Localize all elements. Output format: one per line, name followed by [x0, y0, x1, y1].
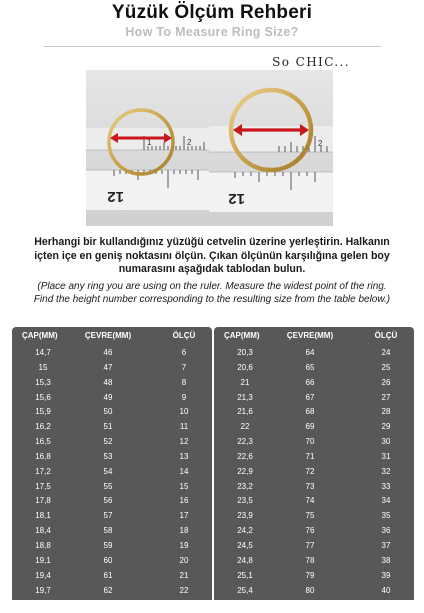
- table-row: [12, 450, 212, 465]
- ruler-tick-label: 2: [318, 139, 323, 148]
- diameter-cell: 21: [240, 377, 250, 387]
- page-title: Yüzük Ölçüm Rehberi: [111, 2, 313, 23]
- table-row: [12, 554, 212, 569]
- size-cell: 40: [381, 585, 391, 595]
- circumference-cell: 50: [103, 407, 113, 417]
- circumference-cell: 55: [103, 481, 113, 491]
- header-size: ÖLÇÜ: [172, 331, 196, 340]
- diameter-cell: 18,4: [35, 526, 51, 536]
- table-row: [12, 509, 212, 524]
- size-cell: 27: [381, 392, 391, 402]
- diameter-cell: 21,3: [237, 392, 253, 402]
- size-cell: 17: [179, 511, 189, 521]
- size-cell: 9: [181, 392, 187, 402]
- table-row: [12, 494, 212, 509]
- diameter-cell: 17,5: [35, 481, 51, 491]
- table-row: [214, 554, 414, 569]
- circumference-cell: 72: [305, 466, 315, 476]
- header-size: ÖLÇÜ: [374, 331, 398, 340]
- brand-logo: So CHIC...: [272, 55, 350, 69]
- circumference-cell: 56: [103, 496, 113, 506]
- ruler-tick-label: 1: [147, 138, 152, 147]
- ruler-number-label: 12: [228, 190, 245, 207]
- header-diameter: ÇAP(MM): [22, 331, 58, 340]
- circumference-cell: 60: [103, 555, 113, 565]
- ruler-ring-illustration: [209, 70, 333, 226]
- circumference-cell: 78: [305, 555, 315, 565]
- table-row: [12, 391, 212, 406]
- diameter-cell: 23,9: [237, 511, 253, 521]
- table-row: [214, 539, 414, 554]
- diameter-cell: 23,5: [237, 496, 253, 506]
- diameter-cell: 20,3: [237, 348, 253, 357]
- instructions-english: (Place any ring you are using on the ruler. Measure the widest point of the ring. Find the height number corresponding to the resulting size from the table below.): [33, 281, 391, 305]
- size-cell: 30: [381, 437, 391, 447]
- size-table-right: [214, 327, 414, 600]
- diameter-cell: 22,6: [237, 451, 253, 461]
- circumference-cell: 58: [103, 526, 113, 536]
- table-row: [12, 376, 212, 391]
- table-row: [214, 391, 414, 406]
- size-cell: 7: [181, 362, 187, 372]
- diameter-cell: 15,9: [35, 407, 51, 417]
- size-cell: 13: [179, 451, 189, 461]
- size-cell: 23: [179, 600, 189, 610]
- table-row: [214, 465, 414, 480]
- diameter-cell: 25,1: [237, 570, 253, 580]
- size-cell: 31: [381, 451, 391, 461]
- table-row: [214, 435, 414, 450]
- size-cell: 8: [181, 377, 187, 387]
- circumference-cell: 61: [103, 570, 113, 580]
- header-divider: [44, 46, 381, 47]
- ruler-bottom: [86, 170, 210, 210]
- size-cell: 28: [381, 407, 391, 417]
- diameter-cell: 22: [240, 422, 250, 432]
- circumference-cell: 79: [305, 570, 315, 580]
- diameter-cell: 18,8: [35, 540, 51, 550]
- size-cell: 34: [381, 496, 391, 506]
- table-row: [214, 346, 414, 361]
- diameter-cell: 17,2: [35, 466, 51, 476]
- table-row: [12, 524, 212, 539]
- table-row: [214, 569, 414, 584]
- diameter-cell: 14,7: [35, 348, 51, 357]
- table-row: [12, 420, 212, 435]
- size-cell: 19: [179, 540, 189, 550]
- diameter-cell: 24,8: [237, 555, 253, 565]
- table-row: [12, 361, 212, 376]
- table-row: [214, 376, 414, 391]
- diameter-cell: 23,2: [237, 481, 253, 491]
- ring-on-ruler-photo-large: [209, 70, 333, 226]
- ring-on-ruler-photo-small: [86, 70, 210, 226]
- circumference-cell: 54: [103, 466, 113, 476]
- table-row: [12, 569, 212, 584]
- size-cell: 10: [179, 407, 189, 417]
- circumference-cell: 47: [103, 362, 113, 372]
- table-row: [214, 584, 414, 599]
- size-cell: 37: [381, 540, 391, 550]
- circumference-cell: 59: [103, 540, 113, 550]
- circumference-cell: 49: [103, 392, 113, 402]
- table-row: [214, 361, 414, 376]
- table-row: [214, 405, 414, 420]
- diameter-cell: 16,5: [35, 437, 51, 447]
- circumference-cell: 46: [103, 348, 113, 357]
- circumference-cell: 64: [305, 348, 315, 357]
- circumference-cell: 48: [103, 377, 113, 387]
- diameter-cell: 22,3: [237, 437, 253, 447]
- size-cell: 26: [381, 377, 391, 387]
- circumference-cell: 80: [305, 585, 315, 595]
- diameter-cell: 15,6: [35, 392, 51, 402]
- circumference-cell: 51: [103, 422, 113, 432]
- size-cell: 35: [381, 511, 391, 521]
- size-cell: 24: [381, 348, 391, 357]
- circumference-cell: 68: [305, 407, 315, 417]
- table-body: [214, 346, 414, 598]
- ruler-bottom: [209, 172, 333, 212]
- circumference-cell: 62: [103, 585, 113, 595]
- size-table-left: [12, 327, 212, 610]
- size-cell: 22: [179, 585, 189, 595]
- diameter-cell: 18,1: [35, 511, 51, 521]
- size-cell: 39: [381, 570, 391, 580]
- table-row: [12, 480, 212, 495]
- table-row: [12, 405, 212, 420]
- circumference-cell: 65: [305, 362, 315, 372]
- size-cell: 29: [381, 422, 391, 432]
- size-cell: 12: [179, 437, 189, 447]
- circumference-cell: 67: [305, 392, 315, 402]
- circumference-cell: 52: [103, 437, 113, 447]
- table-row: [12, 539, 212, 554]
- circumference-cell: 66: [305, 377, 315, 387]
- diameter-cell: 17,8: [35, 496, 51, 506]
- circumference-cell: 57: [103, 511, 113, 521]
- diameter-cell: 20,6: [237, 362, 253, 372]
- circumference-cell: 73: [305, 481, 315, 491]
- size-cell: 21: [179, 570, 189, 580]
- table-row: [12, 465, 212, 480]
- diameter-cell: 22,9: [237, 466, 253, 476]
- diameter-cell: 21,6: [237, 407, 253, 417]
- ruler-ring-illustration: [86, 70, 210, 226]
- table-row: [214, 420, 414, 435]
- circumference-cell: 74: [305, 496, 315, 506]
- circumference-cell: 71: [305, 451, 315, 461]
- diameter-cell: 16,2: [35, 422, 51, 432]
- size-cell: 6: [181, 348, 187, 357]
- table-row: [12, 346, 212, 361]
- circumference-cell: 69: [305, 422, 315, 432]
- ruler-number-label: 12: [107, 188, 124, 205]
- table-body: [12, 346, 212, 613]
- diameter-cell: 15: [38, 362, 48, 372]
- ruler-tick-label: 2: [187, 138, 192, 147]
- diameter-cell: 24,2: [237, 526, 253, 536]
- header-circumference: ÇEVRE(MM): [84, 331, 132, 340]
- size-cell: 36: [381, 526, 391, 536]
- size-cell: 14: [179, 466, 189, 476]
- table-row: [12, 435, 212, 450]
- size-cell: 33: [381, 481, 391, 491]
- table-header: [12, 331, 212, 343]
- table-row: [214, 450, 414, 465]
- circumference-cell: 76: [305, 526, 315, 536]
- circumference-cell: 77: [305, 540, 315, 550]
- instructions-turkish: Herhangi bir kullandığınız yüzüğü cetvelin üzerine yerleştirin. Halkanın içten içe en geniş noktasını ölçün. Çıkan ölçünün karşılığına gelen boy numarasını aşağıdak tablodan bulun.: [34, 236, 390, 276]
- circumference-cell: 70: [305, 437, 315, 447]
- diameter-cell: 19,1: [35, 555, 51, 565]
- table-row: [12, 584, 212, 599]
- size-cell: 15: [179, 481, 189, 491]
- table-header: [214, 331, 414, 343]
- size-cell: 25: [381, 362, 391, 372]
- table-row: [214, 509, 414, 524]
- size-cell: 11: [179, 422, 189, 432]
- circumference-cell: 63: [103, 600, 113, 610]
- diameter-cell: 15,3: [35, 377, 51, 387]
- table-row: [214, 524, 414, 539]
- diameter-cell: 19,4: [35, 570, 51, 580]
- size-cell: 20: [179, 555, 189, 565]
- circumference-cell: 75: [305, 511, 315, 521]
- header-circumference: ÇEVRE(MM): [286, 331, 334, 340]
- circumference-cell: 53: [103, 451, 113, 461]
- table-row: [214, 494, 414, 509]
- size-cell: 32: [381, 466, 391, 476]
- size-cell: 38: [381, 555, 391, 565]
- size-cell: 16: [179, 496, 189, 506]
- header-diameter: ÇAP(MM): [224, 331, 260, 340]
- page-subtitle: How To Measure Ring Size?: [125, 25, 299, 39]
- table-row: [12, 598, 212, 613]
- diameter-cell: 19,7: [35, 585, 51, 595]
- size-cell: 18: [179, 526, 189, 536]
- diameter-cell: 20: [38, 600, 48, 610]
- diameter-cell: 24,5: [237, 540, 253, 550]
- diameter-cell: 16,8: [35, 451, 51, 461]
- table-row: [214, 480, 414, 495]
- diameter-cell: 25,4: [237, 585, 253, 595]
